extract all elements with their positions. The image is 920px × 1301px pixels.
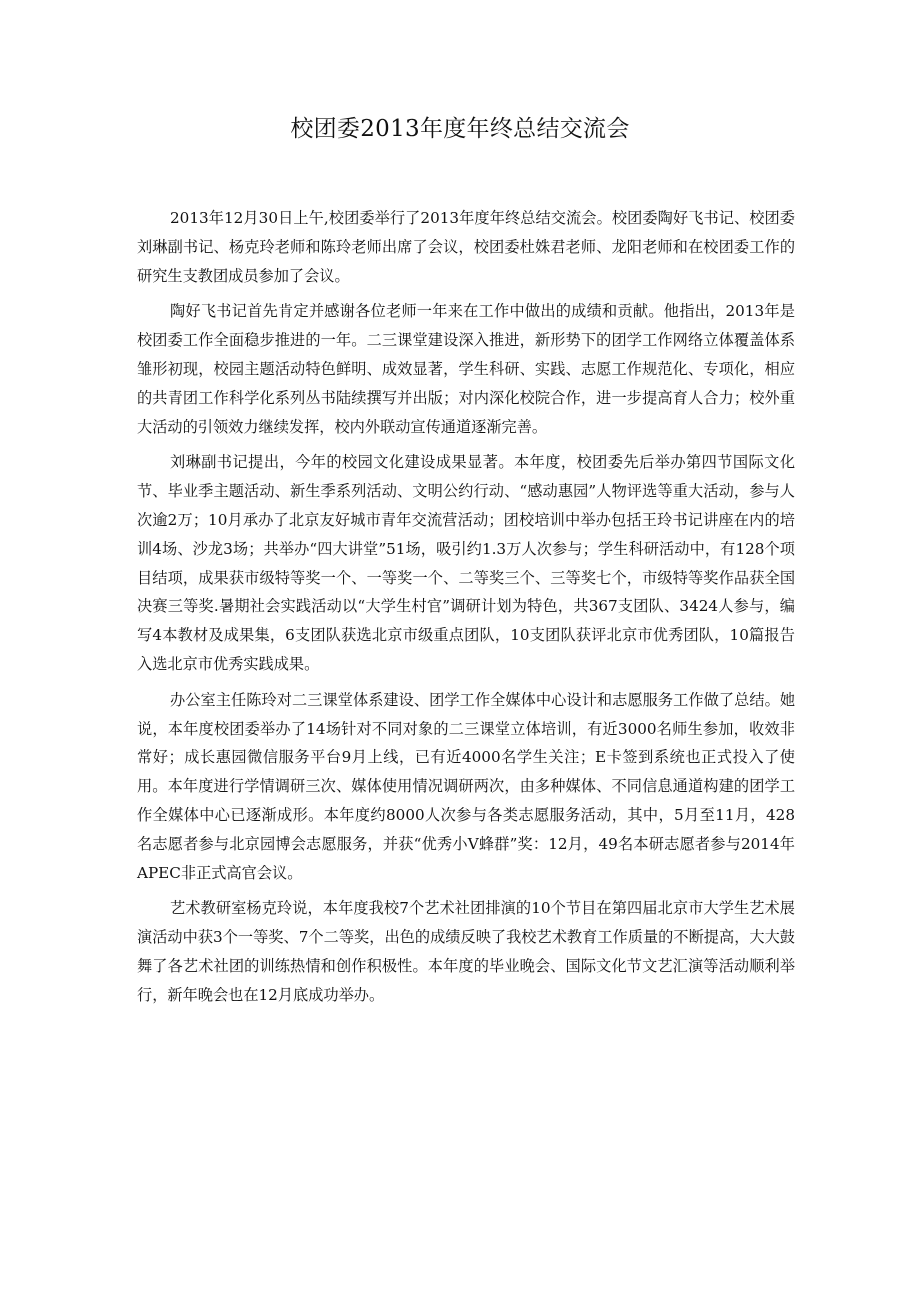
- paragraph-campus-culture: 刘琳副书记提出，今年的校园文化建设成果显著。本年度，校团委先后举办第四节国际文化节、毕业季主题活动、新生季系列活动、文明公约行动、“感动惠园”人物评选等重大活动，参与人次逾2万；10月承办了北京友好城市青年交流营活动；团校培训中举办包括王玲书记讲座在内的培训4场、沙龙3场；共举办“四大讲堂”51场，吸引约1.3万人次参与；学生科研活动中，有128个项目结项，成果获市级特等奖一个、一等奖一个、二等奖三个、三等奖七个，市级特等奖作品获全国决赛三等奖.暑期社会实践活动以“大学生村官”调研计划为特色，共367支团队、3424人参与，编写4本教材及成果集，6支团队获选北京市级重点团队，10支团队获评北京市优秀团队，10篇报告入选北京市优秀实践成果。: [137, 453, 795, 673]
- paragraph-meeting-overview: 2013年12月30日上午,校团委举行了2013年度年终总结交流会。校团委陶好飞书记、校团委刘琳副书记、杨克玲老师和陈玲老师出席了会议，校团委杜姝君老师、龙阳老师和在校团委工作的研究生支教团成员参加了会议。: [137, 209, 795, 285]
- document-title: 校团委2013年度年终总结交流会: [290, 116, 630, 142]
- paragraph-office-summary: 办公室主任陈玲对二三课堂体系建设、团学工作全媒体中心设计和志愿服务工作做了总结。她说，本年度校团委举办了14场针对不同对象的二三课堂立体培训，有近3000名师生参加，收效非常好；成长惠园微信服务平台9月上线，已有近4000名学生关注；E卡签到系统也正式投入了使用。本年度进行学情调研三次、媒体使用情况调研两次，由多种媒体、不同信息通道构建的团学工作全媒体中心已逐渐成形。本年度约8000人次参与各类志愿服务活动，其中，5月至11月，428名志愿者参与北京园博会志愿服务，并获“优秀小V蜂群”奖：12月，49名本研志愿者参与2014年APEC非正式高官会议。: [137, 690, 795, 882]
- paragraph-art-summary: 艺术教研室杨克玲说，本年度我校7个艺术社团排演的10个节目在第四届北京市大学生艺术展演活动中获3个一等奖、7个二等奖，出色的成绩反映了我校艺术教育工作质量的不断提高，大大鼓舞了各艺术社团的训练热情和创作积极性。本年度的毕业晚会、国际文化节文艺汇演等活动顺利举行，新年晚会也在12月底成功举办。: [137, 899, 795, 1004]
- paragraph-secretary-remarks: 陶好飞书记首先肯定并感谢各位老师一年来在工作中做出的成绩和贡献。他指出，2013年是校团委工作全面稳步推进的一年。二三课堂建设深入推进，新形势下的团学工作网络立体覆盖体系雏形初现，校园主题活动特色鲜明、成效显著，学生科研、实践、志愿工作规范化、专项化，相应的共青团工作科学化系列丛书陆续撰写并出版；对内深化校院合作，进一步提高育人合力；校外重大活动的引领效力继续发挥，校内外联动宣传通道逐渐完善。: [137, 302, 795, 436]
- document-body: [137, 204, 795, 1017]
